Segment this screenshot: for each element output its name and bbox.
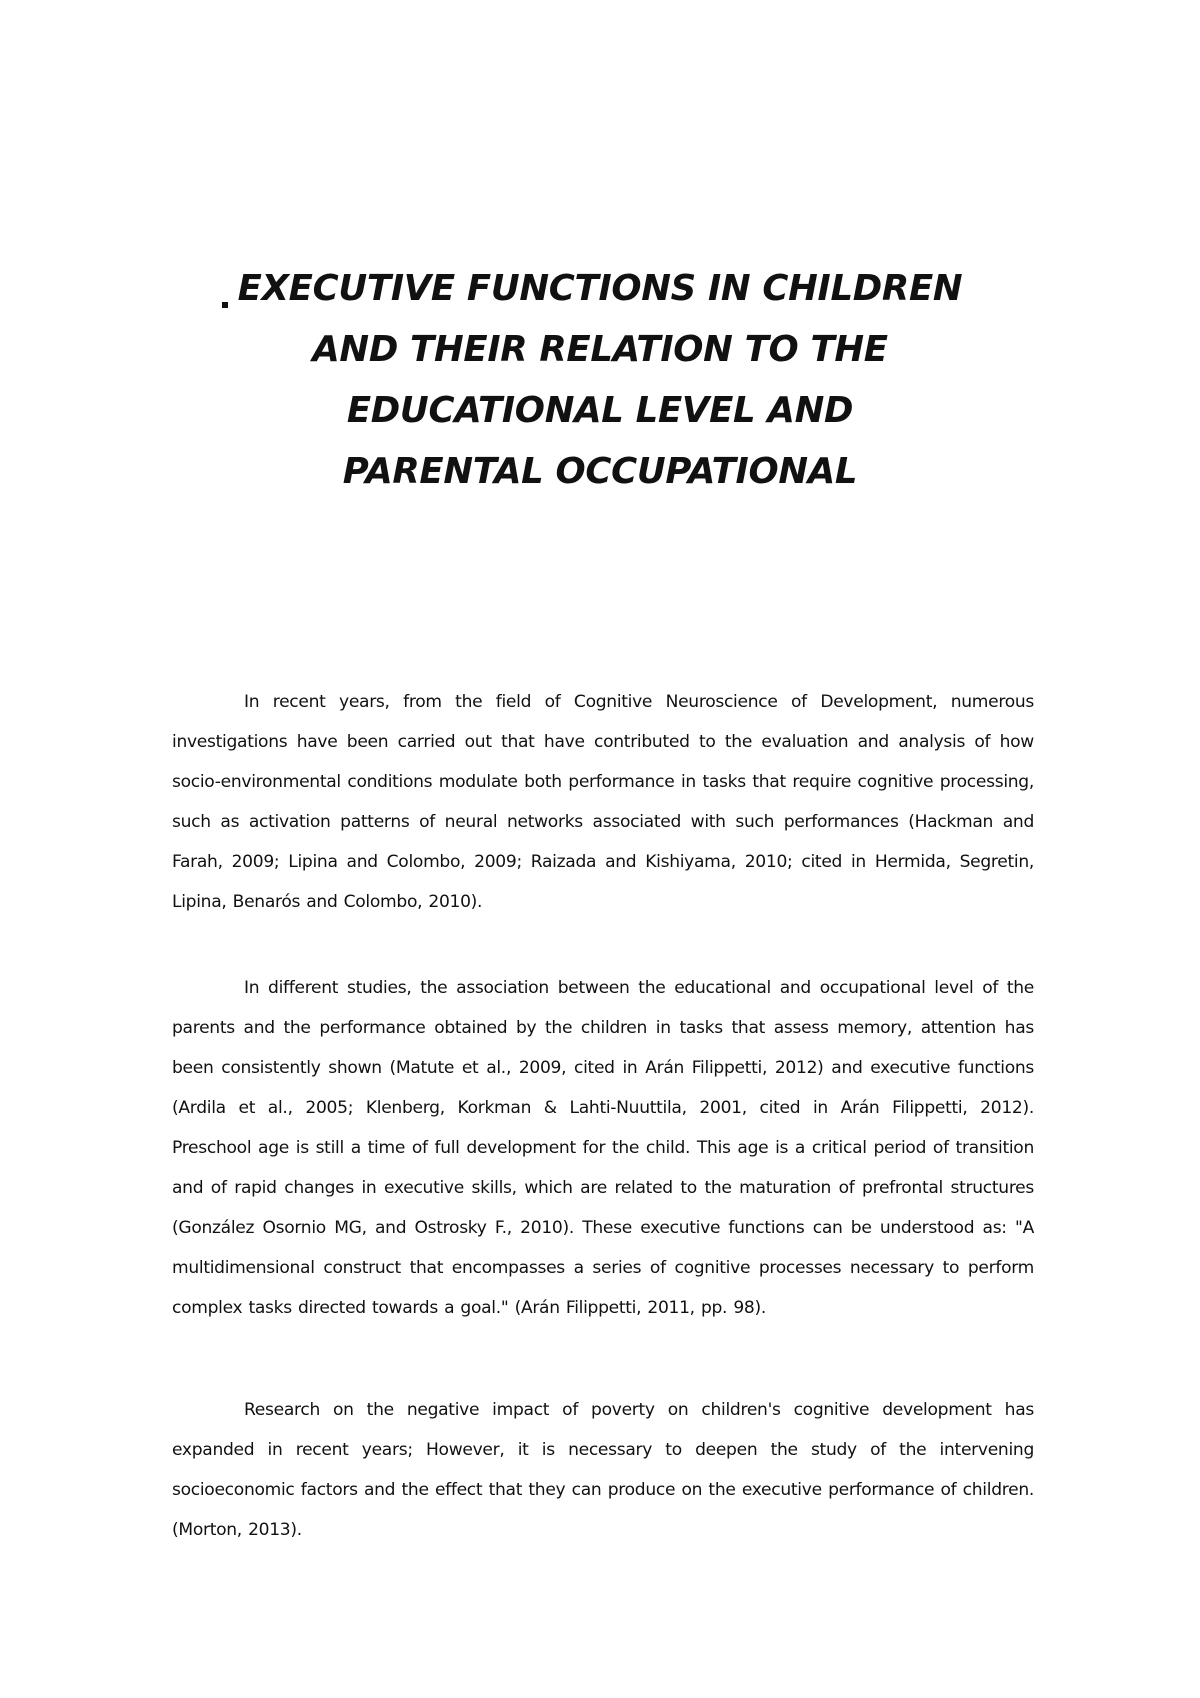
body-paragraph: In different studies, the association between the educational and occupational level of the parents and the performance obtained by the children in tasks that assess memory, attention has been consistently shown (Matute et al., 2009, cited in Arán Filippetti, 2012) and executive functions (Ardila et al., 2005; Klenberg, Korkman & Lahti-Nuuttila, 2001, cited in Arán Filippetti, 2012). Preschool age is still a time of full development for the child. This age is a critical period of transition and of rapid changes in executive skills, which are related to the maturation of prefrontal structures (González Osornio MG, and Ostrosky F., 2010). These executive functions can be understood as: "A multidimensional construct that encompasses a series of cognitive processes necessary to perform complex tasks directed towards a goal." (Arán Filippetti, 2011, pp. 98). (172, 978, 1034, 1318)
title-line: EXECUTIVE FUNCTIONS IN CHILDREN (237, 268, 963, 309)
body-paragraph: In recent years, from the field of Cognitive Neuroscience of Development, numerous investigations have been carried out that have contributed to the evaluation and analysis of how socio-environmental conditions modulate both performance in tasks that require cognitive processing, such as activation patterns of neural networks associated with such performances (Hackman and Farah, 2009; Lipina and Colombo, 2009; Raizada and Kishiyama, 2010; cited in Hermida, Segretin, Lipina, Benarós and Colombo, 2010). (172, 692, 1034, 912)
body-paragraph-block (172, 1390, 1034, 1550)
title-line: EDUCATIONAL LEVEL AND (346, 390, 854, 431)
title-line: PARENTAL OCCUPATIONAL (342, 451, 858, 492)
body-paragraph-block (172, 968, 1034, 1328)
title-line: AND THEIR RELATION TO THE (312, 329, 888, 370)
document-title (0, 258, 1200, 502)
body-paragraph-block (172, 682, 1034, 922)
body-paragraph: Research on the negative impact of poverty on children's cognitive development has expanded in recent years; However, it is necessary to deepen the study of the intervening socioeconomic factors and the effect that they can produce on the executive performance of children. (Morton, 2013). (172, 1400, 1034, 1540)
